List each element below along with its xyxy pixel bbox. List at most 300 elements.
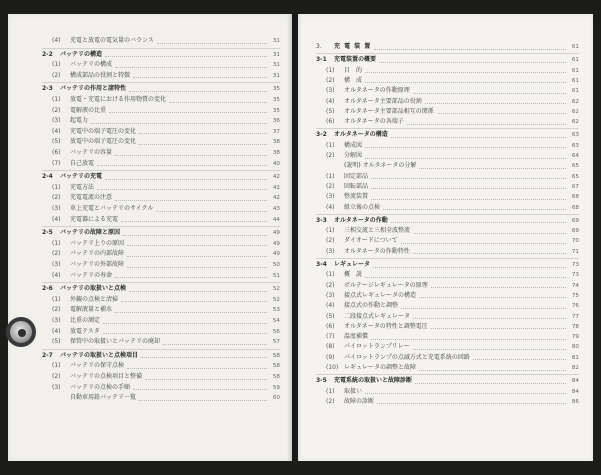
toc-entry <box>326 66 579 76</box>
leader-dots <box>156 211 267 212</box>
leader-dots <box>127 368 267 369</box>
section-divider <box>316 374 579 375</box>
section-divider <box>42 226 280 227</box>
leader-dots <box>103 333 267 334</box>
section-divider <box>42 349 280 350</box>
entry-number: 2-4 <box>42 173 53 181</box>
entry-title: バッテリの容量 <box>70 149 113 156</box>
toc-entry <box>52 159 280 169</box>
entry-number: (3) <box>326 291 335 299</box>
toc-entry <box>326 97 579 107</box>
entry-title: 充電装置の概要 <box>334 56 377 64</box>
toc-entry <box>52 137 280 147</box>
toc-entry <box>326 192 579 202</box>
leader-dots <box>123 235 267 236</box>
toc-entry <box>326 247 579 257</box>
leader-dots <box>365 82 566 83</box>
entry-number: (1) <box>326 66 335 74</box>
entry-title: 構 成 <box>344 76 363 84</box>
toc-section <box>42 284 280 294</box>
toc-section <box>42 351 280 361</box>
entry-number: 3. <box>316 43 322 50</box>
entry-page-number: 68 <box>571 194 579 201</box>
entry-title: オルタネータの特性と調整電圧 <box>344 322 428 330</box>
entry-page-number: 50 <box>272 262 280 268</box>
entry-title: 接点式の作動と調整 <box>344 302 399 310</box>
entry-title: 構成部品の役割と特徴 <box>70 71 131 79</box>
entry-page-number: 64 <box>571 153 579 159</box>
toc-entry <box>326 291 579 301</box>
entry-page-number: 31 <box>272 72 280 79</box>
entry-page-number: 43 <box>272 206 280 212</box>
entry-page-number: 35 <box>272 86 280 93</box>
toc-entry <box>52 337 280 347</box>
entry-page-number: 81 <box>571 354 579 361</box>
leader-dots <box>371 199 566 200</box>
leader-dots <box>115 155 267 156</box>
entry-page-number: 62 <box>571 108 579 115</box>
binding-ring-icon <box>6 317 36 347</box>
leader-dots <box>365 72 566 73</box>
leader-dots <box>139 400 267 401</box>
section-divider <box>316 53 579 54</box>
toc-section <box>42 50 280 60</box>
toc-entry <box>326 312 579 322</box>
toc-entry <box>326 353 579 363</box>
entry-number: (1) <box>52 362 61 370</box>
entry-title: 整流装置 <box>344 193 369 201</box>
entry-page-number: 74 <box>571 282 579 289</box>
toc-entry <box>326 76 579 86</box>
toc-entry <box>52 95 280 105</box>
leader-dots <box>374 49 566 50</box>
leader-dots <box>169 102 267 103</box>
entry-page-number: 37 <box>272 128 280 135</box>
leader-dots <box>121 301 267 302</box>
entry-number: (5) <box>326 312 335 320</box>
entry-number: (2) <box>326 237 335 245</box>
toc-entry <box>52 372 280 382</box>
section-divider <box>42 170 280 171</box>
entry-page-number: 79 <box>571 334 579 341</box>
entry-number: (1) <box>326 141 335 149</box>
toc-entry <box>326 236 579 246</box>
toc-entry <box>326 363 579 373</box>
leader-dots <box>413 233 566 234</box>
entry-title: レギュレータの調整と故障 <box>344 364 417 371</box>
toc-entry <box>52 193 280 203</box>
entry-page-number: 42 <box>272 184 280 191</box>
leader-dots <box>413 318 566 319</box>
leader-dots <box>413 349 566 350</box>
toc-entry <box>326 397 579 407</box>
leader-dots <box>127 267 267 268</box>
entry-title: オルタネータの作動 <box>334 216 388 224</box>
leader-dots <box>97 189 267 190</box>
entry-title: 三相交流と三相全波整流 <box>344 227 411 235</box>
entry-number: 2-6 <box>42 285 53 293</box>
entry-title: 車上充電とバッテリのサイクル <box>70 205 154 212</box>
entry-number: (4) <box>52 127 61 135</box>
entry-number: (4) <box>326 302 335 310</box>
entry-page-number: 69 <box>571 228 579 235</box>
toc-entry <box>52 204 280 214</box>
leader-dots <box>383 209 566 210</box>
entry-title: 自己放電 <box>70 159 95 167</box>
entry-title: 自動車用鉛バッテリ一覧 <box>70 394 137 402</box>
toc-section <box>316 55 579 65</box>
entry-number: (6) <box>326 322 335 330</box>
toc-entry <box>326 117 579 127</box>
leader-dots <box>401 308 566 309</box>
entry-number: (5) <box>326 107 335 115</box>
entry-title: 放電中の端子電圧の変化 <box>70 138 137 146</box>
entry-page-number: 69 <box>571 217 579 224</box>
leader-dots <box>157 43 267 44</box>
entry-title: オルタネータの作動特性 <box>344 247 410 255</box>
section-divider <box>42 82 280 83</box>
entry-number: (1) <box>52 295 61 303</box>
entry-number: 3-5 <box>316 377 327 385</box>
leader-dots <box>129 91 267 92</box>
entry-title: 放電・充電における作用物質の変化 <box>70 96 167 103</box>
leader-dots <box>163 344 267 345</box>
entry-title: 故障の診断 <box>344 397 375 405</box>
entry-number: (4) <box>52 215 61 223</box>
entry-title: 充電と放電の電気量のバランス <box>70 37 154 44</box>
entry-number: (1) <box>326 227 335 235</box>
entry-number: (1) <box>326 387 335 395</box>
entry-title: 目 的 <box>344 66 363 74</box>
entry-number: (7) <box>326 333 335 341</box>
entry-page-number: 54 <box>272 318 280 324</box>
entry-title: オルタネータの構造 <box>334 131 388 139</box>
leader-dots <box>121 221 267 222</box>
entry-page-number: 60 <box>272 395 280 402</box>
leader-dots <box>91 123 267 124</box>
toc-section <box>316 130 579 140</box>
leader-dots <box>401 243 566 244</box>
entry-number: 3-2 <box>316 131 327 139</box>
left-page <box>8 14 292 461</box>
entry-number: (6) <box>52 149 61 156</box>
toc-entry <box>52 393 280 403</box>
entry-page-number: 40 <box>272 160 280 167</box>
toc-section <box>42 228 280 238</box>
entry-number: (2) <box>52 306 61 314</box>
entry-title: 比重の測定 <box>70 317 101 324</box>
entry-page-number: 86 <box>571 398 579 405</box>
entry-number: (6) <box>326 118 335 126</box>
entry-title: バッテリの取扱いと点検 <box>60 285 127 293</box>
leader-dots <box>115 67 267 68</box>
entry-number: (2) <box>326 397 335 405</box>
leader-dots <box>365 158 566 159</box>
entry-page-number: 71 <box>571 248 579 255</box>
toc-entry <box>52 271 280 281</box>
entry-page-number: 76 <box>571 303 579 310</box>
entry-number: (4) <box>52 37 61 44</box>
leader-dots <box>431 328 566 329</box>
entry-title: バッテリの構造 <box>60 50 103 58</box>
entry-page-number: 77 <box>571 313 579 320</box>
entry-title: 充電系統の取扱いと故障診断 <box>334 377 413 385</box>
entry-title: バッテリの保守点検 <box>70 362 125 370</box>
toc-entry <box>52 36 280 46</box>
leader-dots <box>379 62 566 63</box>
entry-number: (1) <box>52 183 61 191</box>
entry-title: パイロットランプリレー <box>344 343 410 351</box>
entry-number: 2-2 <box>42 50 53 58</box>
entry-page-number: 78 <box>571 323 579 330</box>
toc-entry <box>52 239 280 249</box>
entry-page-number: 49 <box>272 230 280 237</box>
entry-number: (2) <box>52 71 61 79</box>
entry-title: オルタネータの各端子 <box>344 118 404 126</box>
entry-page-number: 52 <box>272 296 280 303</box>
entry-page-number: 51 <box>272 272 280 279</box>
entry-title: 接点式レギュレータの構造 <box>344 291 417 299</box>
right-page <box>298 14 593 461</box>
entry-page-number: 80 <box>571 344 579 351</box>
leader-dots <box>127 245 267 246</box>
entry-number: (7) <box>52 159 61 167</box>
entry-number: (2) <box>52 250 61 258</box>
toc-section <box>42 84 280 94</box>
entry-title: バッテリの寿命 <box>70 271 113 279</box>
entry-number: (4) <box>326 97 335 105</box>
entry-number: (2) <box>326 76 335 84</box>
toc-entry <box>52 183 280 193</box>
entry-title: 取扱い <box>344 387 363 395</box>
leader-dots <box>105 56 267 57</box>
entry-title: 温度補償 <box>344 333 369 341</box>
leader-dots <box>391 222 566 223</box>
entry-page-number: 61 <box>571 57 579 64</box>
entry-page-number: 42 <box>272 195 280 202</box>
section-divider <box>316 128 579 129</box>
toc-entry <box>52 106 280 116</box>
entry-page-number: 63 <box>571 142 579 149</box>
leader-dots <box>371 188 566 189</box>
entry-page-number: 38 <box>272 139 280 146</box>
entry-page-number: 58 <box>272 352 280 359</box>
entry-title: 充電電流の注意 <box>70 194 113 202</box>
entry-title: ボルテージレギュレータの原理 <box>344 281 428 289</box>
entry-page-number: 63 <box>571 132 579 139</box>
entry-title: 組立後の点検 <box>344 203 381 211</box>
leader-dots <box>141 357 267 358</box>
entry-page-number: 75 <box>571 292 579 299</box>
entry-title: 充 電 装 置 <box>334 43 372 50</box>
leader-dots <box>371 178 566 179</box>
entry-title: レギュレータ <box>334 261 371 268</box>
leader-dots <box>145 379 267 380</box>
entry-title: 回転部品 <box>344 182 369 190</box>
entry-number: (3) <box>326 193 335 201</box>
toc-entry <box>52 316 280 326</box>
entry-page-number: 53 <box>272 307 280 314</box>
entry-title: 二段接点式レギュレータ <box>344 312 411 320</box>
entry-page-number: 84 <box>571 378 579 385</box>
entry-page-number: 61 <box>571 44 579 50</box>
entry-title: 概 説 <box>344 271 363 279</box>
entry-title: パイロットランプの点滅方式と充電系統の回路 <box>344 353 470 361</box>
entry-page-number: 67 <box>571 183 579 190</box>
entry-number: 2-5 <box>42 229 53 237</box>
entry-number: (3) <box>326 87 335 95</box>
toc-entry <box>326 322 579 332</box>
entry-number: (1) <box>52 96 61 103</box>
entry-page-number: 44 <box>272 216 280 223</box>
toc-entry <box>52 60 280 70</box>
entry-page-number: 56 <box>272 328 280 335</box>
entry-number: 2-7 <box>42 351 53 359</box>
entry-title: オルタネータの作動原理 <box>344 87 410 95</box>
entry-title: 構成図 <box>344 141 363 149</box>
toc-entry <box>326 342 579 352</box>
entry-title: バッテリの作用と諸特性 <box>60 85 127 93</box>
leader-dots <box>413 253 566 254</box>
section-divider <box>42 282 280 283</box>
entry-title: 起電力 <box>70 117 89 125</box>
toc-entry <box>326 203 579 213</box>
entry-page-number: 58 <box>272 363 280 370</box>
leader-dots <box>365 147 566 148</box>
entry-page-number: 84 <box>571 388 579 395</box>
entry-page-number: 65 <box>571 163 579 170</box>
leader-dots <box>415 383 566 384</box>
leader-dots <box>377 403 566 404</box>
entry-page-number: 38 <box>272 150 280 156</box>
toc-section <box>316 216 579 226</box>
entry-title: ダイオードについて <box>344 237 398 245</box>
entry-number: (4) <box>52 327 61 335</box>
toc-chapter <box>316 42 579 52</box>
toc-entry <box>326 172 579 182</box>
toc-entry <box>326 387 579 397</box>
entry-number: (5) <box>52 138 61 146</box>
entry-title: バッテリの点検項目と整備 <box>70 373 143 380</box>
entry-page-number: 62 <box>571 119 579 126</box>
leader-dots <box>365 393 566 394</box>
entry-title: 固定部品 <box>344 172 369 180</box>
entry-title: (説明) オルタネータの分解 <box>344 162 417 170</box>
leader-dots <box>133 77 267 78</box>
section-divider <box>316 258 579 259</box>
leader-dots <box>115 312 267 313</box>
toc-section <box>42 172 280 182</box>
entry-page-number: 31 <box>272 38 280 44</box>
entry-page-number: 35 <box>272 97 280 103</box>
entry-number: (1) <box>52 61 61 69</box>
section-divider <box>316 214 579 215</box>
entry-title: 分解図 <box>344 152 363 159</box>
leader-dots <box>425 103 566 104</box>
leader-dots <box>391 137 566 138</box>
toc-entry <box>52 327 280 337</box>
entry-number: 3-3 <box>316 216 327 224</box>
entry-number: (4) <box>326 203 335 211</box>
entry-title: 充電中の端子電圧の変化 <box>70 127 137 135</box>
entry-number: (2) <box>326 281 335 289</box>
entry-number: (2) <box>52 106 61 114</box>
entry-page-number: 49 <box>272 251 280 258</box>
entry-title: 放電テスタ <box>70 327 100 335</box>
leader-dots <box>103 323 267 324</box>
toc-entry <box>326 226 579 236</box>
entry-number: 3-1 <box>316 56 327 64</box>
entry-title: 充電方法 <box>70 183 95 191</box>
entry-title: 充電器による充電 <box>70 215 119 223</box>
leader-dots <box>407 124 566 125</box>
entry-number: (3) <box>52 205 61 212</box>
entry-title: バッテリの構成 <box>70 61 113 69</box>
entry-title: バッテリの内部故障 <box>70 250 125 258</box>
entry-number: (4) <box>52 271 61 279</box>
toc-entry <box>326 281 579 291</box>
entry-number: (3) <box>52 317 61 324</box>
entry-title: バッテリ上りの原因 <box>70 239 125 247</box>
toc-entry <box>52 305 280 315</box>
leader-dots <box>419 168 566 169</box>
leader-dots <box>373 267 566 268</box>
entry-page-number: 68 <box>571 204 579 211</box>
toc-entry <box>52 260 280 270</box>
entry-page-number: 49 <box>272 240 280 247</box>
entry-page-number: 82 <box>571 365 579 371</box>
entry-page-number: 62 <box>571 98 579 105</box>
entry-page-number: 65 <box>571 173 579 180</box>
entry-number: (3) <box>326 247 335 255</box>
leader-dots <box>431 287 566 288</box>
entry-page-number: 57 <box>272 339 280 346</box>
entry-title: 外観の点検と清掃 <box>70 295 119 303</box>
entry-page-number: 31 <box>272 51 280 58</box>
toc-entry <box>326 161 579 171</box>
leader-dots <box>133 389 267 390</box>
entry-number: 3-4 <box>316 261 327 268</box>
leader-dots <box>115 277 267 278</box>
leader-dots <box>437 113 566 114</box>
toc-entry <box>52 383 280 393</box>
toc-entry <box>326 332 579 342</box>
leader-dots <box>419 370 566 371</box>
leader-dots <box>473 359 566 360</box>
leader-dots <box>419 297 566 298</box>
toc-entry <box>326 182 579 192</box>
entry-title: オルタネータ主要部品の役割 <box>344 97 422 105</box>
toc-entry <box>326 301 579 311</box>
entry-title: バッテリの充電 <box>60 173 103 181</box>
entry-page-number: 31 <box>272 62 280 69</box>
toc-entry <box>52 249 280 259</box>
leader-dots <box>139 133 267 134</box>
entry-title: 保管中の取扱いとバッテリの廃却 <box>70 338 161 346</box>
entry-number: (2) <box>326 152 335 159</box>
entry-number: (3) <box>52 117 61 125</box>
entry-number: (3) <box>52 383 61 391</box>
entry-page-number: 42 <box>272 174 280 181</box>
toc-entry <box>52 71 280 81</box>
entry-page-number: 73 <box>571 272 579 279</box>
entry-number: (9) <box>326 353 335 361</box>
entry-number: 2-3 <box>42 85 53 93</box>
entry-number: (1) <box>52 239 61 247</box>
toc-section <box>316 376 579 386</box>
toc-entry <box>52 148 280 158</box>
entry-title: 電解液量と補水 <box>70 306 113 314</box>
